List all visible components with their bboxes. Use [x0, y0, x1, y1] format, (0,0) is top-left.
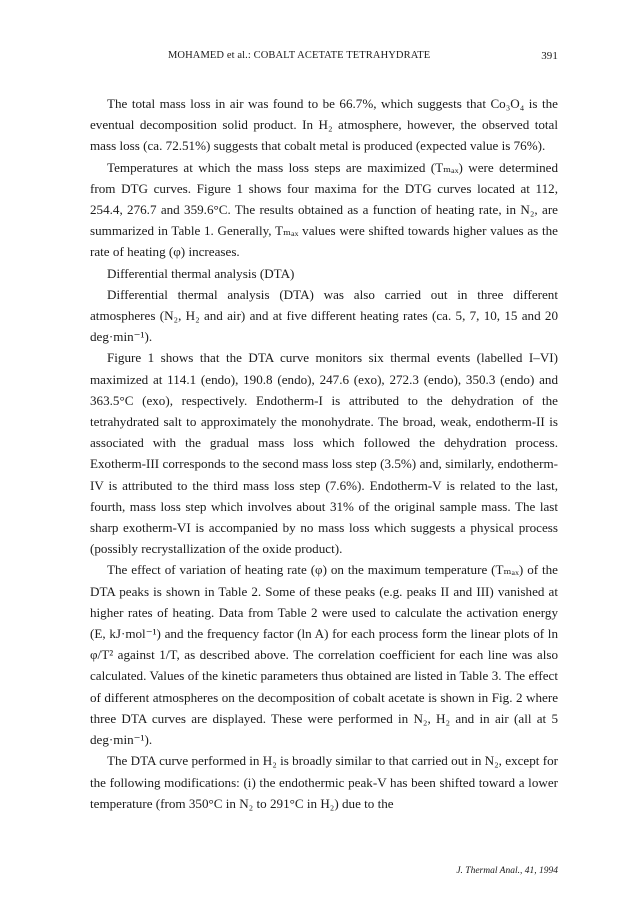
running-header — [90, 50, 558, 66]
article-body — [90, 93, 558, 814]
section-heading-dta: Differential thermal analysis (DTA) — [107, 265, 295, 281]
paragraph-dta-intro: Differential thermal analysis (DTA) was also carried out in three different atmospheres (N₂, H₂ and air) and at five different heating rates (ca. 5, 7, 10, 15 and 20 deg·min⁻¹). — [90, 286, 558, 345]
paragraph-tmax-dtg: Temperatures at which the mass loss steps are maximized (Tₘₐₓ) were determined from DTG curves. Figure 1 shows four maxima for the DTG curves located at 112, 254.4, 276.7 and 359.6°C. The results obtained as a function of heating rate, in N₂, are summarized in Table 1. Generally, Tₘₐₓ values were shifted towards higher values as the rate of heating (φ) increases. — [90, 159, 558, 260]
paragraph-total-mass-loss: The total mass loss in air was found to be 66.7%, which suggests that Co₃O₄ is the eventual decomposition solid product. In H₂ atmosphere, however, the observed total mass loss (ca. 72.51%) suggests that cobalt metal is produced (expected value is 76%). — [90, 96, 558, 154]
page-number: 391 — [541, 50, 558, 62]
paragraph-thermal-events: Figure 1 shows that the DTA curve monitors six thermal events (labelled I–VI) maximized at 114.1 (endo), 190.8 (endo), 247.6 (exo), 272.3 (endo), 350.3 (endo) and 363.5°C (exo), respectively. Endotherm-I is attributed to the dehydration of the tetrahydrated salt to approximately the monohydrate. The broad, weak, endotherm-II is associated with the gradual mass loss which followed the dehydration process. Exotherm-III corresponds to the second mass loss step (3.5%) and, similarly, endotherm-IV is attributed to the third mass loss step (7.6%). Endotherm-V is related to the last, fourth, mass loss step which involves about 31% of the original sample mass. The last sharp exotherm-VI is accompanied by no mass loss which suggests a physical process (possibly recrystallization of the oxide product). — [90, 350, 558, 557]
paragraph-heating-rate-effect: The effect of variation of heating rate (φ) on the maximum temperature (Tₘₐₓ) of the DTA peaks is shown in Table 2. Some of these peaks (e.g. peaks II and III) vanished at higher rates of heating. Data from Table 2 were used to calculate the activation energy (E, kJ·mol⁻¹) and the frequency factor (ln A) for each process form the linear plots of ln φ/T² against 1/T, as described above. The correlation coefficient for each line was also calculated. Values of the kinetic parameters thus obtained are listed in Table 3. The effect of different atmospheres on the decomposition of cobalt acetate is shown in Fig. 2 where three DTA curves are displayed. These were performed in N₂, H₂ and in air (all at 5 deg·min⁻¹). — [90, 562, 558, 748]
running-title: MOHAMED et al.: COBALT ACETATE TETRAHYDRATE — [168, 50, 431, 61]
journal-footer: J. Thermal Anal., 41, 1994 — [456, 866, 558, 876]
paragraph-h2-comparison: The DTA curve performed in H₂ is broadly similar to that carried out in N₂, except for the following modifications: (i) the endothermic peak-V has been shifted toward a lower temperature (from 350°C in N₂ to 291°C in H₂) due to the — [90, 753, 558, 811]
